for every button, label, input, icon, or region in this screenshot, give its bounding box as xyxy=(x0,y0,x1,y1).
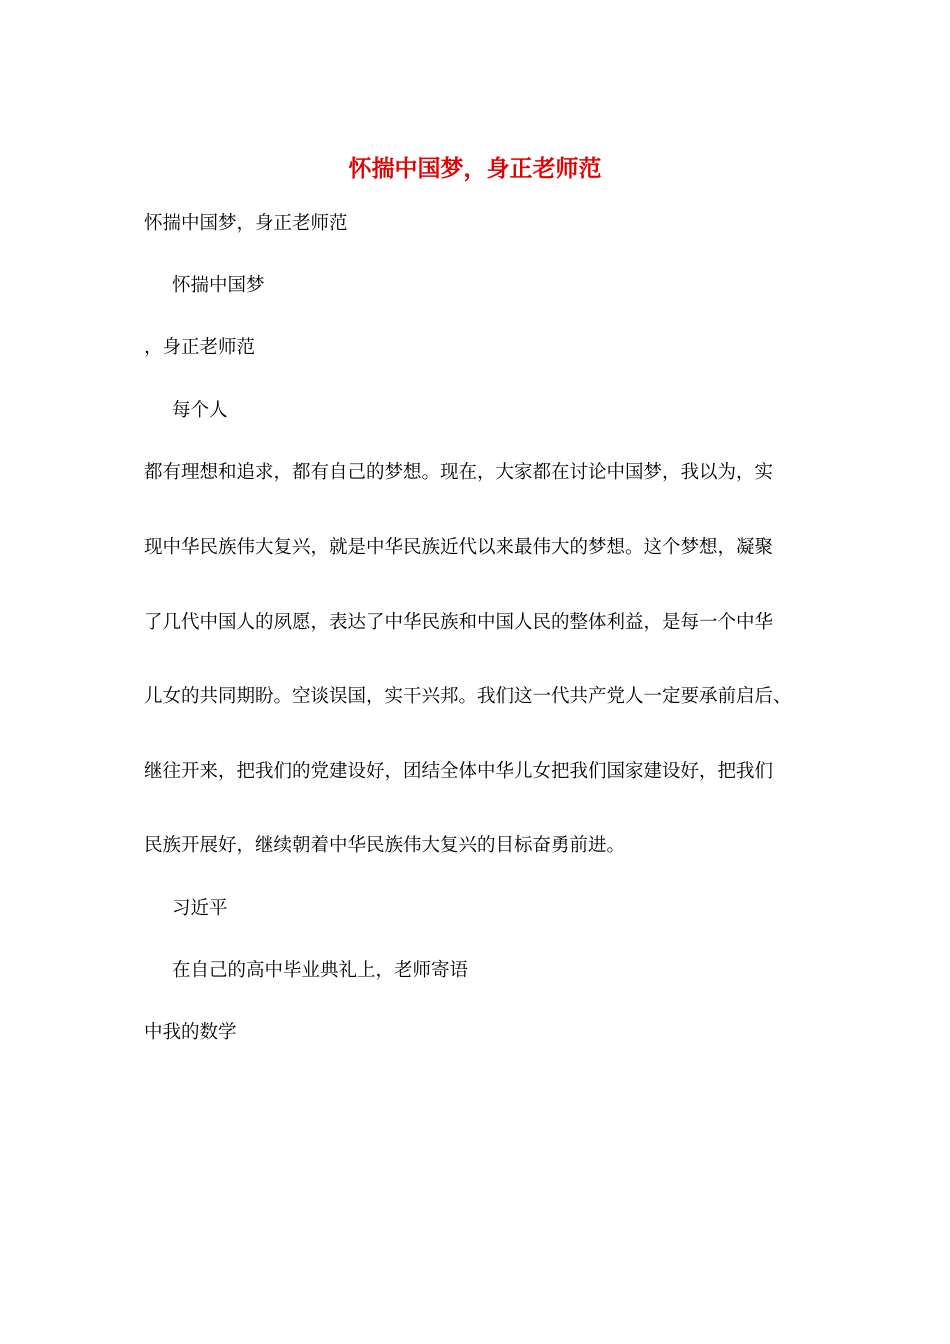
author-line: 习近平 xyxy=(172,898,228,919)
paragraph-line: 了几代中国人的夙愿，表达了中华民族和中国人民的整体利益，是每一个中华 xyxy=(144,612,774,633)
paragraph-line: 中我的数学 xyxy=(144,1022,237,1043)
paragraph-line: 在自己的高中毕业典礼上，老师寄语 xyxy=(172,960,469,981)
subtitle-line: 怀揣中国梦，身正老师范 xyxy=(144,213,348,234)
paragraph-line: 儿女的共同期盼。空谈误国，实干兴邦。我们这一代共产党人一定要承前启后、 xyxy=(144,686,792,707)
paragraph-line: 民族开展好，继续朝着中华民族伟大复兴的目标奋勇前进。 xyxy=(144,835,626,856)
paragraph-line: 都有理想和追求，都有自己的梦想。现在，大家都在讨论中国梦，我以为，实 xyxy=(144,462,774,483)
paragraph-line: 继往开来，把我们的党建设好，团结全体中华儿女把我们国家建设好，把我们 xyxy=(144,761,774,782)
paragraph-line: ，身正老师范 xyxy=(144,337,256,358)
document-title: 怀揣中国梦，身正老师范 xyxy=(348,156,602,182)
paragraph-line: 怀揣中国梦 xyxy=(172,275,265,296)
paragraph-line: 现中华民族伟大复兴，就是中华民族近代以来最伟大的梦想。这个梦想，凝聚 xyxy=(144,537,774,558)
paragraph-line: 每个人 xyxy=(172,400,228,421)
